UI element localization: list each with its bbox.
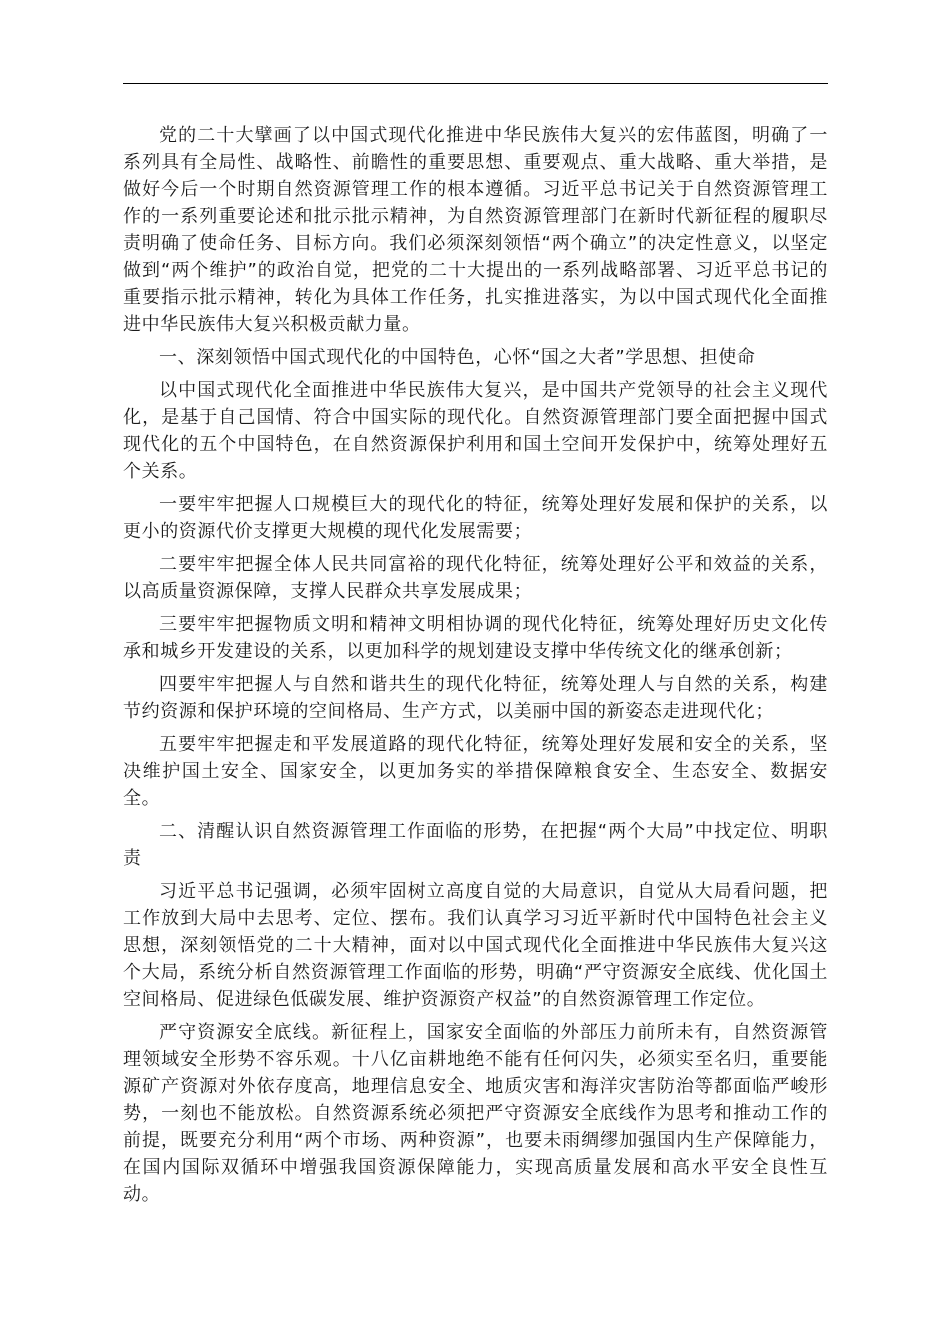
section-heading-2: 二、清醒认识自然资源管理工作面临的形势，在把握“两个大局”中找定位、明职责 xyxy=(123,821,828,869)
paragraph-point-1: 一要牢牢把握人口规模巨大的现代化的特征，统筹处理好发展和保护的关系，以更小的资源代价支撑更大规模的现代化发展需要； xyxy=(123,494,828,542)
paragraph-resource-security: 严守资源安全底线。新征程上，国家安全面临的外部压力前所未有，自然资源管理领域安全形势不容乐观。十八亿亩耕地绝不能有任何闪失，必须实至名归，重要能源矿产资源对外依存度高，地理信息安全、地质灾害和海洋灾害防治等都面临严峻形势，一刻也不能放松。自然资源系统必须把严守资源安全底线作为思考和推动工作的前提，既要充分利用“两个市场、两种资源”，也要未雨绸缪加强国内生产保障能力，在国内国际双循环中增强我国资源保障能力，实现高质量发展和高水平安全良性互动。 xyxy=(123,1022,828,1205)
paragraph-intro: 党的二十大擘画了以中国式现代化推进中华民族伟大复兴的宏伟蓝图，明确了一系列具有全局性、战略性、前瞻性的重要思想、重要观点、重大战略、重大举措，是做好今后一个时期自然资源管理工作的根本遵循。习近平总书记关于自然资源管理工作的一系列重要论述和批示批示精神，为自然资源管理部门在新时代新征程的履职尽责明确了使命任务、目标方向。我们必须深刻领悟“两个确立”的决定性意义，以坚定做到“两个维护”的政治自觉，把党的二十大提出的一系列战略部署、习近平总书记的重要指示批示精神，转化为具体工作任务，扎实推进落实，为以中国式现代化全面推进中华民族伟大复兴积极贡献力量。 xyxy=(123,125,828,335)
header-rule xyxy=(123,83,828,84)
paragraph-point-3: 三要牢牢把握物质文明和精神文明相协调的现代化特征，统筹处理好历史文化传承和城乡开发建设的关系，以更加科学的规划建设支撑中华传统文化的继承创新； xyxy=(123,614,828,662)
paragraph-point-5: 五要牢牢把握走和平发展道路的现代化特征，统筹处理好发展和安全的关系，坚决维护国土安全、国家安全，以更加务实的举措保障粮食安全、生态安全、数据安全。 xyxy=(123,734,828,809)
paragraph-point-2: 二要牢牢把握全体人民共同富裕的现代化特征，统筹处理好公平和效益的关系，以高质量资源保障，支撑人民群众共享发展成果； xyxy=(123,554,828,602)
paragraph-point-4: 四要牢牢把握人与自然和谐共生的现代化特征，统筹处理人与自然的关系，构建节约资源和保护环境的空间格局、生产方式，以美丽中国的新姿态走进现代化； xyxy=(123,674,828,722)
document-body xyxy=(123,122,828,1214)
paragraph-section1-intro: 以中国式现代化全面推进中华民族伟大复兴，是中国共产党领导的社会主义现代化，是基于自己国情、符合中国实际的现代化。自然资源管理部门要全面把握中国式现代化的五个中国特色，在自然资源保护利用和国土空间开发保护中，统筹处理好五个关系。 xyxy=(123,380,828,482)
paragraph-section2-intro: 习近平总书记强调，必须牢固树立高度自觉的大局意识，自觉从大局看问题，把工作放到大局中去思考、定位、摆布。我们认真学习习近平新时代中国特色社会主义思想，深刻领悟党的二十大精神，面对以中国式现代化全面推进中华民族伟大复兴这个大局，系统分析自然资源管理工作面临的形势，明确“严守资源安全底线、优化国土空间格局、促进绿色低碳发展、维护资源资产权益”的自然资源管理工作定位。 xyxy=(123,881,828,1010)
section-heading-1: 一、深刻领悟中国式现代化的中国特色，心怀“国之大者”学思想、担使命 xyxy=(159,347,756,368)
